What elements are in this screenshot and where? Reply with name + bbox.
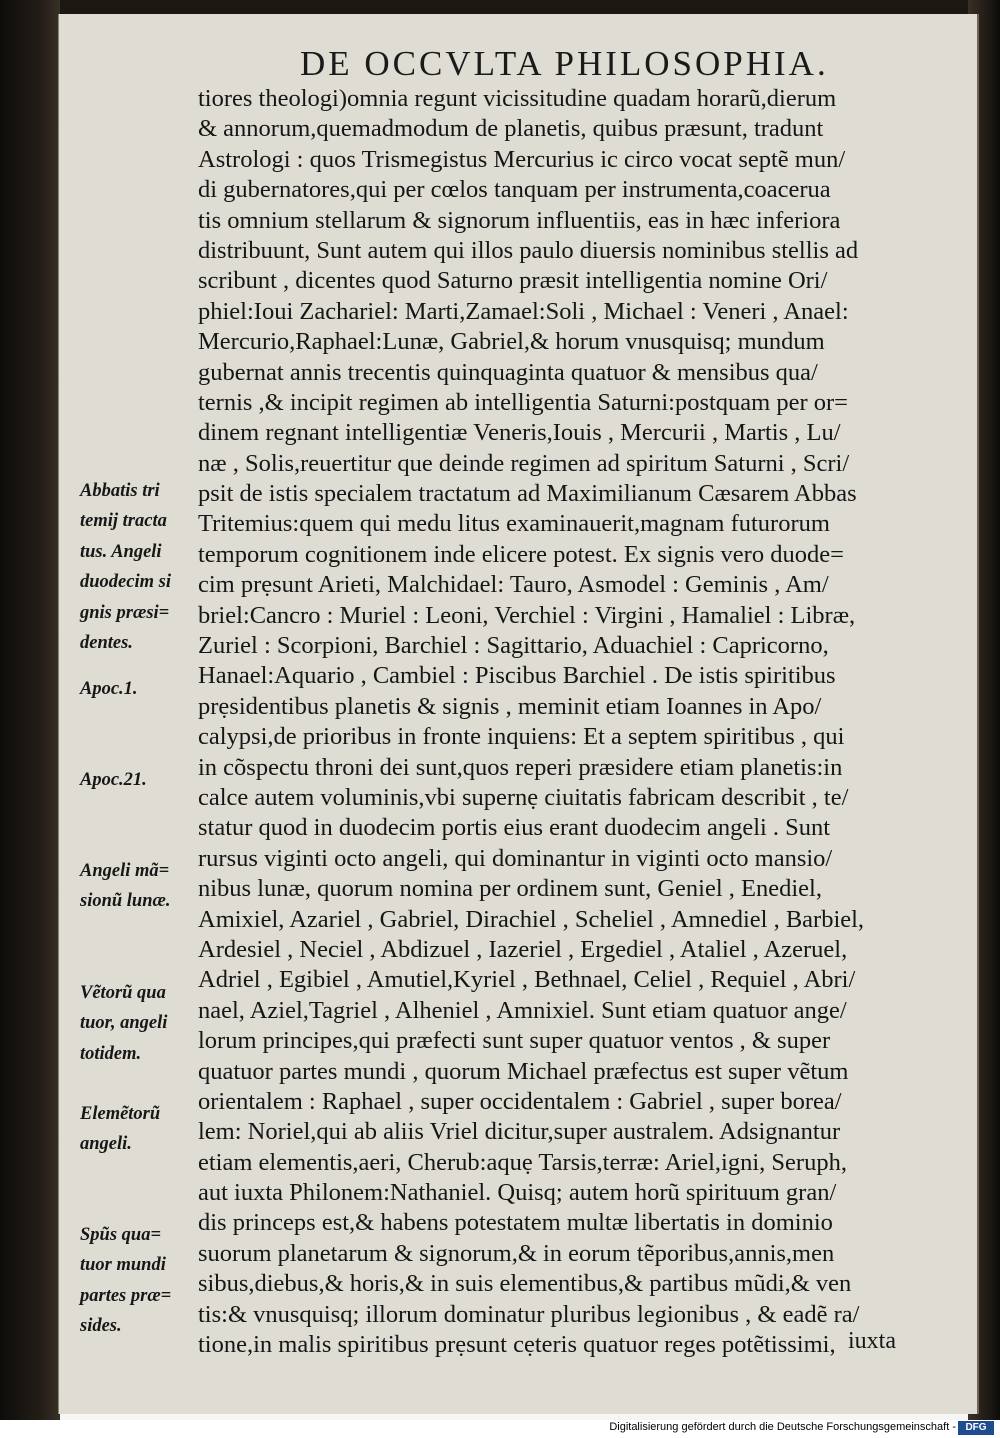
margin-note-line: tus. Angeli (80, 541, 162, 562)
text-line: calypsi,de prioribus in fronte inquiens: Et a septem spiritibus , qui (198, 723, 845, 751)
text-line: Hanael:Aquario , Cambiel : Piscibus Barchiel . De istis spiritibus (198, 662, 836, 690)
text-line: psit de istis specialem tractatum ad Maximilianum Cæsarem Abbas (198, 480, 857, 508)
margin-note-line: tuor, angeli (80, 1013, 168, 1034)
text-line: Mercurio,Raphael:Lunæ, Gabriel,& horum vnusquisq; mundum (198, 328, 825, 356)
text-line: lorum principes,qui præfecti sunt super quatuor ventos , & super (198, 1027, 831, 1055)
main-text-block (198, 84, 968, 1360)
text-line: Adriel , Egibiel , Amutiel,Kyriel , Bethnael, Celiel , Requiel , Abri/ (198, 966, 856, 994)
text-line: in cõspectu throni dei sunt,quos reperi præsidere etiam planetis:in (198, 753, 843, 781)
margin-note-line: sionũ lunæ. (80, 891, 171, 912)
margin-note-line: Spũs qua= (80, 1225, 161, 1245)
text-line: statur quod in duodecim portis eius erant duodecim angeli . Sunt (198, 814, 831, 842)
text-line: etiam elementis,aeri, Cherub:aquẹ Tarsis,terræ: Ariel,igni, Seruph, (198, 1148, 847, 1176)
text-line: prẹsidentibus planetis & signis , meminit etiam Ioannes in Apo/ (198, 692, 822, 720)
text-line: temporum cognitionem inde elicere potest. Ex signis vero duode= (198, 540, 844, 568)
text-line: briel:Cancro : Muriel : Leoni, Verchiel : Virgini , Hamaliel : Libræ, (198, 601, 856, 629)
text-line: distribuunt, Sunt autem qui illos paulo diuersis nominibus stellis ad (198, 236, 859, 264)
text-line: ternis ,& incipit regimen ab intelligentia Saturni:postquam per or= (198, 388, 848, 416)
scan-left-binding (0, 0, 60, 1420)
text-line: tiores theologi)omnia regunt vicissitudine quadam horarũ,dierum (198, 85, 837, 112)
text-line: lem: Noriel,qui ab aliis Vriel dicitur,super australem. Adsignantur (198, 1118, 841, 1146)
margin-note-line: Vẽtorũ qua (80, 983, 166, 1003)
text-line: aut iuxta Philonem:Nathaniel. Quisq; autem horũ spirituum gran/ (198, 1179, 837, 1207)
text-line: scribunt , dicentes quod Saturno præsit intelligentia nomine Ori/ (198, 267, 828, 295)
margin-note-line: sides. (80, 1316, 122, 1337)
text-line: tione,in malis spiritibus prẹsunt cẹteris quatuor reges potẽtissimi, (198, 1331, 836, 1359)
text-line: Astrologi : quos Trismegistus Mercurius ic circo vocat septẽ mun/ (198, 145, 846, 173)
margin-note-line: gnis præsi= (80, 602, 170, 623)
margin-note-line: Apoc.21. (80, 770, 147, 790)
running-head: DE OCCVLTA PHILOSOPHIA. (300, 44, 829, 83)
margin-note-line: tuor mundi (80, 1255, 166, 1276)
margin-note-line: Angeli mã= (80, 861, 170, 881)
margin-note-elementorum (80, 1099, 200, 1160)
text-line: tis omnium stellarum & signorum influentiis, eas in hæc inferiora (198, 206, 841, 234)
catchword: iuxta (848, 1328, 896, 1354)
margin-note-line: Abbatis tri (80, 481, 160, 501)
margin-note-line: totidem. (80, 1043, 142, 1064)
text-line: gubernat annis trecentis quinquaginta quatuor & mensibus qua/ (198, 358, 818, 386)
text-line: di gubernatores,qui per cœlos tanquam per instrumenta,coacerua (198, 176, 831, 204)
margin-note-angeli-mansionum (80, 856, 200, 917)
text-line: dinem regnant intelligentiæ Veneris,Iouis , Mercurii , Martis , Lu/ (198, 419, 841, 447)
text-line: & annorum,quemadmodum de planetis, quibus præsunt, tradunt (198, 115, 824, 143)
dfg-logo-icon: DFG (958, 1421, 994, 1435)
text-line: cim prẹsunt Arieti, Malchidael: Tauro, Asmodel : Geminis , Am/ (198, 571, 829, 599)
text-line: phiel:Ioui Zachariel: Marti,Zamael:Soli , Michael : Veneri , Anael: (198, 297, 849, 325)
margin-note-line: Apoc.1. (80, 679, 138, 699)
text-line: Zuriel : Scorpioni, Barchiel : Sagittario, Aduachiel : Capricorno, (198, 632, 829, 660)
text-line: calce autem voluminis,vbi supernẹ ciuitatis fabricam describit , te/ (198, 783, 849, 811)
text-line: quatuor partes mundi , quorum Michael præfectus est super vẽtum (198, 1057, 849, 1085)
text-line: Ardesiel , Neciel , Abdizuel , Iazeriel , Ergediel , Ataliel , Azeruel, (198, 935, 848, 963)
text-line: orientalem : Raphael , super occidentalem : Gabriel , super borea/ (198, 1087, 842, 1115)
margin-note-line: partes præ= (80, 1285, 172, 1306)
margin-note-apoc-21 (80, 765, 200, 795)
margin-note-line: angeli. (80, 1134, 132, 1155)
text-line: tis:& vnusquisq; illorum dominatur pluribus legionibus , & eadẽ ra/ (198, 1300, 860, 1328)
text-line: nael, Aziel,Tagriel , Alheniel , Amnixiel. Sunt etiam quatuor ange/ (198, 996, 847, 1024)
margin-note-line: duodecim si (80, 572, 171, 593)
text-line: suorum planetarum & signorum,& in eorum tẽporibus,annis,men (198, 1239, 835, 1267)
text-line: sibus,diebus,& horis,& in suis elementibus,& partibus mũdi,& ven (198, 1270, 852, 1298)
margin-note-ventorum (80, 978, 200, 1069)
text-line: Tritemius:quem qui medu litus examinauerit,magnam futurorum (198, 510, 830, 538)
margin-note-apoc-1 (80, 674, 200, 704)
margin-note-line: temij tracta (80, 511, 167, 532)
margin-note-line: Elemẽtorũ (80, 1104, 161, 1124)
text-line: rursus viginti octo angeli, qui dominantur in viginti octo mansio/ (198, 844, 833, 872)
margin-note-spus-quatuor (80, 1220, 200, 1342)
margin-note-line: dentes. (80, 632, 133, 653)
footer-credit: Digitalisierung gefördert durch die Deutsche Forschungsgemeinschaft - (609, 1421, 956, 1433)
text-line: nibus lunæ, quorum nomina per ordinem sunt, Geniel , Enediel, (198, 875, 822, 903)
text-line: næ , Solis,reuertitur que deinde regimen ad spiritum Saturni , Scri/ (198, 449, 850, 477)
text-line: dis princeps est,& habens potestatem multæ libertatis in dominio (198, 1209, 833, 1237)
margin-note-abbatis (80, 476, 200, 658)
text-line: Amixiel, Azariel , Gabriel, Dirachiel , Scheliel , Amnediel , Barbiel, (198, 905, 865, 933)
